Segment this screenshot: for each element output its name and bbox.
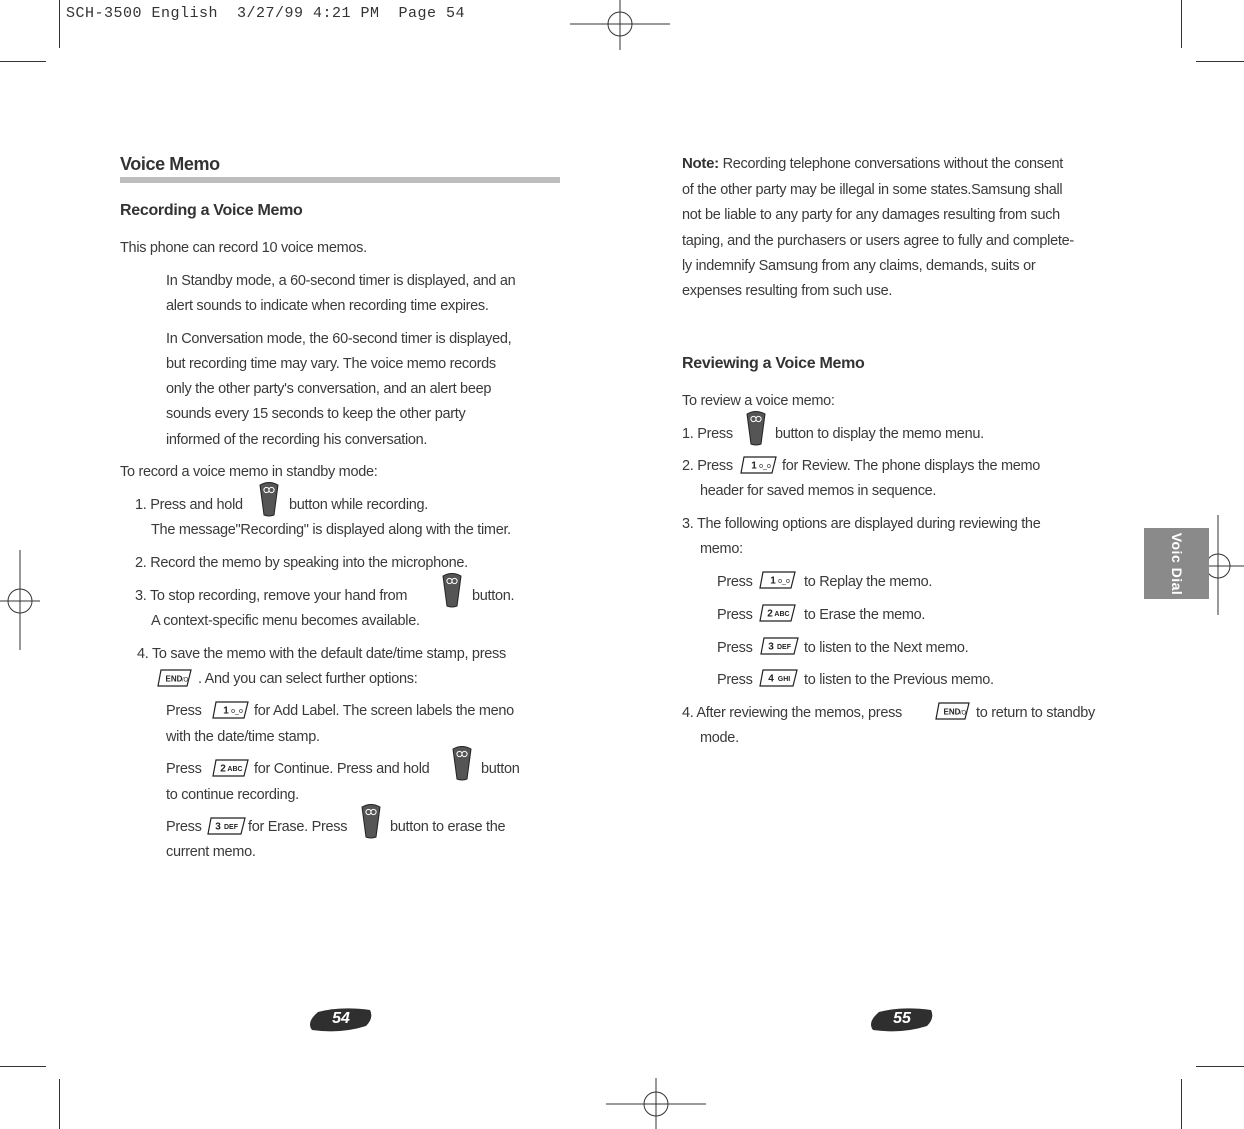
crop-mark [1181,1079,1182,1129]
crop-mark [0,1066,46,1067]
side-button-icon [360,803,382,839]
conversation-note: but recording time may vary. The voice memo records [166,356,496,372]
key-1-icon [759,570,797,590]
key-2-label: 2 [767,608,773,620]
option-press: Press [166,819,202,835]
step-3: 3. To stop recording, remove your hand from [135,588,408,604]
crop-mark [59,0,60,48]
option-previous-text: to listen to the Previous memo. [804,672,994,688]
review-step-4: 4. After reviewing the memos, press [682,705,902,721]
section-tab-label: Voic Dial [1168,532,1185,595]
side-button-icon [258,481,280,517]
crop-mark [1196,1066,1244,1067]
section-tab [1144,528,1209,599]
option-1-text: for Add Label. The screen labels the meno [254,703,514,719]
standby-note: In Standby mode, a 60-second timer is displayed, and an [166,273,516,289]
crop-mark [1181,0,1182,48]
key-1-label: 1 [223,705,229,717]
registration-mark [570,0,670,50]
option-replay-text: to Replay the memo. [804,574,933,590]
option-press: Press [717,607,753,623]
title-rule [120,177,560,183]
step-4-text: . And you can select further options: [198,671,418,687]
conversation-note: only the other party's conversation, and an alert beep [166,381,492,397]
review-step-2: 2. Press [682,458,733,474]
review-step-4-text: to return to standby [976,705,1095,721]
note-line: not be liable to any party for any damages resulting from such [682,207,1060,223]
key-3-label: 3 [768,641,774,653]
intro-text: This phone can record 10 voice memos. [120,240,367,256]
standby-note: alert sounds to indicate when recording time expires. [166,298,489,314]
key-4-icon [759,668,799,688]
print-slug: SCH-3500 English 3/27/99 4:21 PM Page 54 [66,5,466,22]
step-3-detail: A context-specific menu becomes available. [151,613,420,629]
review-step-3-detail: memo: [700,541,743,557]
key-4-label: 4 [768,673,774,685]
option-3-text: button to erase the [390,819,506,835]
end-key-label: END [165,674,183,684]
registration-mark [0,550,40,650]
note-line: expenses resulting from such use. [682,283,893,299]
key-3-label: 3 [215,821,221,833]
note-line: of the other party may be illegal in some states.Samsung shall [682,182,1063,198]
option-2-detail: to continue recording. [166,787,299,803]
step-2: 2. Record the memo by speaking into the microphone. [135,555,468,571]
option-erase-text: to Erase the memo. [804,607,926,623]
end-key-icon [935,701,971,721]
key-3-icon [760,636,800,656]
key-1-label: 1 [770,575,776,587]
conversation-note: sounds every 15 seconds to keep the other party [166,406,466,422]
option-3-detail: current memo. [166,844,256,860]
page-number-left [308,1008,374,1032]
review-step-2-text: for Review. The phone displays the memo [782,458,1041,474]
option-press: Press [717,640,753,656]
key-2-label: 2 [220,763,226,775]
key-1-label: 1 [751,460,757,472]
review-step-4-detail: mode. [700,730,739,746]
note-line: ly indemnify Samsung from any claims, demands, suits or [682,258,1036,274]
review-step-1-text: button to display the memo menu. [775,426,984,442]
conversation-note: informed of the recording his conversation. [166,432,428,448]
option-2-text: for Continue. Press and hold [254,761,430,777]
note-line: taping, and the purchasers or users agree to fully and complete- [682,233,1074,249]
crop-mark [1196,61,1244,62]
option-press: Press [166,761,202,777]
option-2-text: button [481,761,520,777]
registration-mark [606,1078,706,1129]
key-1-sub: o_o [778,578,790,585]
end-key-label: END [943,707,961,717]
step-1-detail: The message"Recording" is displayed along with the timer. [151,522,511,538]
review-step-3: 3. The following options are displayed during reviewing the [682,516,1041,532]
key-3-sub: DEF [777,644,791,651]
key-1-icon [212,700,250,720]
note-paragraph [682,155,1063,173]
option-press: Press [166,703,202,719]
step-3-text: button. [472,588,515,604]
key-2-icon [759,603,797,623]
side-button-icon [441,572,463,608]
intro-text: To review a voice memo: [682,393,835,409]
end-key-sub: /O [181,677,189,684]
side-button-icon [745,410,767,446]
option-3-text: for Erase. Press [248,819,348,835]
page-number-left-text: 54 [332,1010,350,1027]
section-heading: Recording a Voice Memo [120,202,303,219]
key-2-sub: ABC [774,611,790,618]
step-4: 4. To save the memo with the default date/time stamp, press [137,646,506,662]
key-1-icon [740,455,778,475]
page-number-right [869,1008,935,1032]
option-press: Press [717,672,753,688]
note-label: Note: [682,155,719,172]
key-3-sub: DEF [224,824,238,831]
key-2-sub: ABC [227,766,243,773]
option-press: Press [717,574,753,590]
option-1-detail: with the date/time stamp. [166,729,320,745]
side-button-icon [451,745,473,781]
conversation-note: In Conversation mode, the 60-second timer is displayed, [166,331,512,347]
note-line: Recording telephone conversations without the consent [722,156,1063,172]
key-2-icon [212,758,250,778]
key-4-sub: GHI [777,676,791,683]
review-step-2-detail: header for saved memos in sequence. [700,483,937,499]
page-title: Voice Memo [120,154,220,174]
page-number-right-text: 55 [893,1010,911,1027]
crop-mark [59,1079,60,1129]
howto-text: To record a voice memo in standby mode: [120,464,378,480]
end-key-sub: /O [959,710,967,717]
key-1-sub: o_o [759,463,771,470]
step-1: 1. Press and hold [135,497,243,513]
crop-mark [0,61,46,62]
step-1-text: button while recording. [289,497,428,513]
end-key-icon [157,668,193,688]
option-next-text: to listen to the Next memo. [804,640,969,656]
key-3-icon [207,816,247,836]
key-1-sub: o_o [231,708,243,715]
review-step-1: 1. Press [682,426,733,442]
section-heading: Reviewing a Voice Memo [682,355,865,372]
